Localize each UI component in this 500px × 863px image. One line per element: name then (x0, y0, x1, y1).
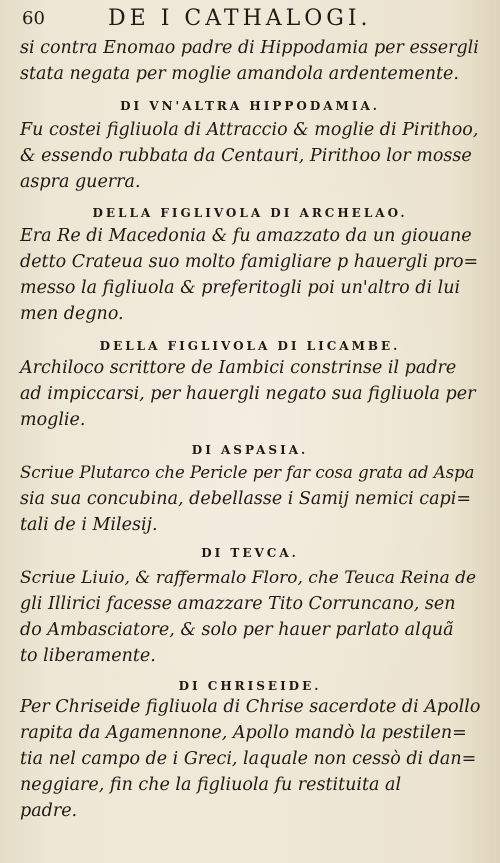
text-line: men degno. (20, 304, 124, 324)
text-line: gli Illirici facesse amazzare Tito Corruncano, sen (20, 594, 456, 614)
text-line: rapita da Agamennone, Apollo mandò la pestilen= (20, 723, 467, 743)
text-line: tali de i Milesij. (20, 515, 158, 535)
text-line: messo la figliuola & preferitogli poi un'altro di lui (20, 278, 461, 298)
text-line: Scriue Liuio, & raffermalo Floro, che Teuca Reina de (20, 568, 477, 588)
text-line: Per Chriseide figliuola di Chrise sacerdote di Apollo (20, 697, 481, 717)
text-line: Fu costei figliuola di Attraccio & moglie di Pirithoo, (20, 120, 479, 140)
section-heading: DI ASPASIA. (191, 443, 309, 457)
section-heading: DELLA FIGLIVOLA DI ARCHELAO. (92, 206, 408, 220)
page-number: 60 (22, 8, 45, 29)
text-line: moglie. (20, 410, 86, 430)
section-heading: DELLA FIGLIVOLA DI LICAMBE. (99, 339, 401, 353)
text-line: si contra Enomao padre di Hippodamia per essergli (20, 38, 479, 58)
text-line: & essendo rubbata da Centauri, Pirithoo lor mosse (20, 146, 472, 166)
text-line: detto Crateua suo molto famigliare p hauergli pro= (20, 252, 479, 272)
text-line: tia nel campo de i Greci, laquale non cessò di dan= (20, 749, 477, 769)
text-line: ad impiccarsi, per hauergli negato sua figliuola per (20, 384, 476, 404)
text-line: to liberamente. (20, 646, 156, 666)
text-line: aspra guerra. (20, 172, 141, 192)
text-line: stata negata per moglie amandola ardentemente. (20, 64, 459, 84)
text-line: Scriue Plutarco che Pericle per far cosa grata ad Aspa (20, 463, 475, 482)
text-line: Archiloco scrittore de Iambici constrinse il padre (20, 358, 457, 378)
text-line: neggiare, fin che la figliuola fu restituita al (20, 775, 402, 795)
running-head: DE I CATHALOGI. (108, 6, 372, 31)
section-heading: DI VN'ALTRA HIPPODAMIA. (120, 99, 380, 113)
text-line: do Ambasciatore, & solo per hauer parlato alquã (20, 620, 454, 640)
section-heading: DI TEVCA. (201, 546, 299, 560)
section-heading: DI CHRISEIDE. (178, 679, 322, 693)
text-line: sia sua concubina, debellasse i Samij nemici capi= (20, 489, 471, 509)
text-line: Era Re di Macedonia & fu amazzato da un giouane (20, 226, 472, 246)
text-line: padre. (20, 801, 78, 821)
